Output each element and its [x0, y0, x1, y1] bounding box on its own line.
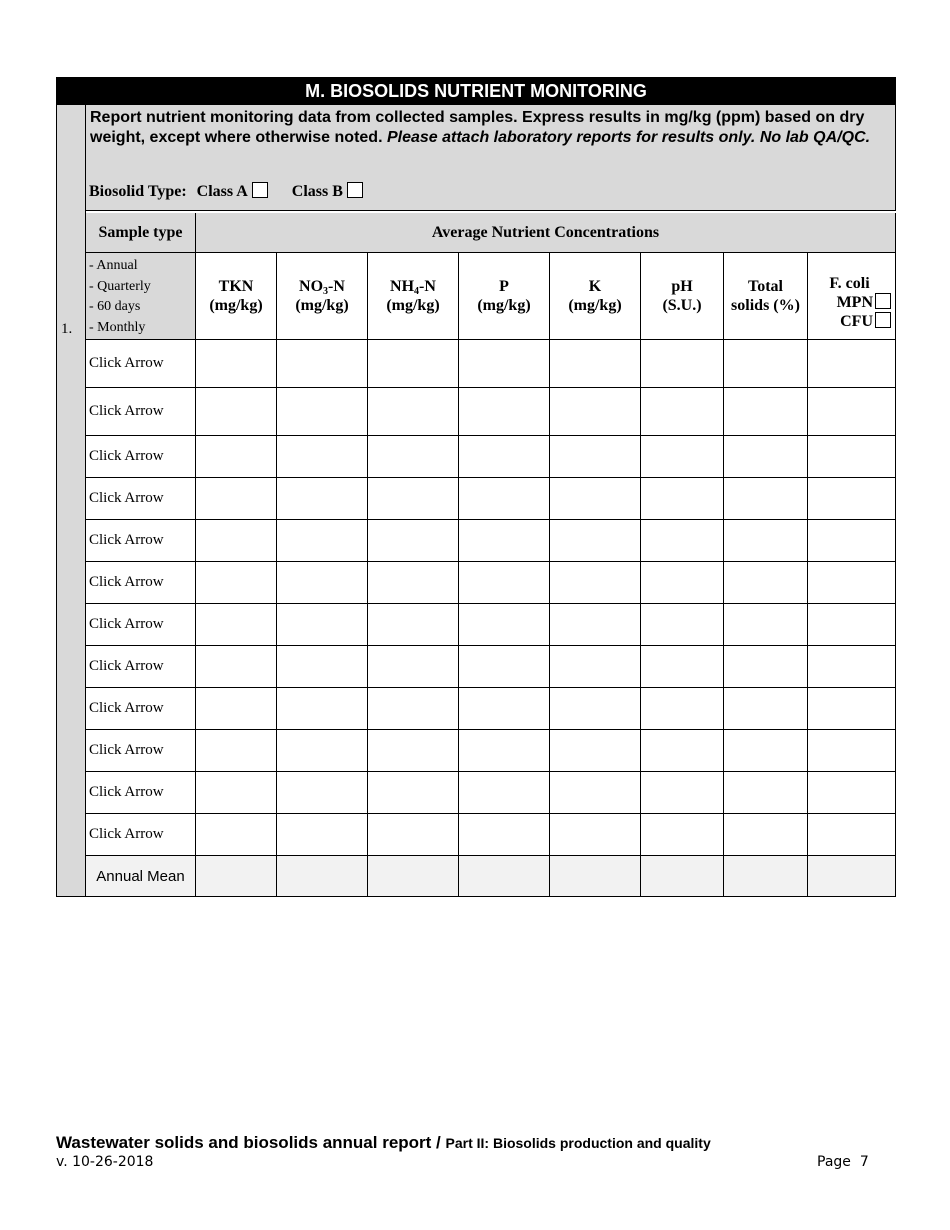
value-input[interactable] — [459, 646, 550, 688]
value-input[interactable] — [368, 772, 459, 814]
value-input[interactable] — [368, 520, 459, 562]
value-input[interactable] — [196, 604, 277, 646]
value-input[interactable] — [724, 604, 808, 646]
value-input[interactable] — [641, 646, 724, 688]
value-input[interactable] — [277, 388, 368, 436]
value-input[interactable] — [808, 388, 896, 436]
value-input[interactable] — [368, 340, 459, 388]
value-input[interactable] — [641, 772, 724, 814]
instructions-text: Report nutrient monitoring data from collected samples. Express results in mg/kg (ppm) based on dry weight, except where otherwise noted. — [90, 109, 865, 146]
sample-type-dropdown[interactable]: Click Arrow — [86, 646, 196, 688]
value-input[interactable] — [808, 814, 896, 856]
table-row — [86, 688, 896, 730]
value-input[interactable] — [459, 478, 550, 520]
value-input[interactable] — [277, 856, 368, 897]
value-input[interactable] — [724, 562, 808, 604]
value-input[interactable] — [277, 562, 368, 604]
col-header-total-solids: Total solids (%) — [724, 253, 808, 340]
table-row — [86, 520, 896, 562]
value-input[interactable] — [641, 562, 724, 604]
value-input[interactable] — [808, 436, 896, 478]
sample-type-dropdown[interactable]: Click Arrow — [86, 520, 196, 562]
value-input[interactable] — [196, 688, 277, 730]
table-row — [86, 478, 896, 520]
value-input[interactable] — [277, 646, 368, 688]
value-input[interactable] — [641, 520, 724, 562]
footer-title: Wastewater solids and biosolids annual report / Part II: Biosolids production and quality — [56, 1133, 711, 1152]
class-a-checkbox[interactable] — [252, 182, 268, 198]
value-input[interactable] — [641, 436, 724, 478]
value-input[interactable] — [550, 730, 641, 772]
frequency-options — [86, 253, 196, 340]
value-input[interactable] — [368, 646, 459, 688]
table-row — [86, 814, 896, 856]
value-input[interactable] — [459, 772, 550, 814]
value-input[interactable] — [196, 520, 277, 562]
value-input[interactable] — [808, 478, 896, 520]
value-input[interactable] — [277, 730, 368, 772]
value-input[interactable] — [196, 562, 277, 604]
table-row — [86, 562, 896, 604]
value-input[interactable] — [641, 340, 724, 388]
value-input[interactable] — [459, 730, 550, 772]
value-input[interactable] — [550, 562, 641, 604]
value-input[interactable] — [277, 604, 368, 646]
biosolid-type-row — [86, 174, 896, 211]
footer-page: Page 7 — [817, 1154, 869, 1170]
value-input[interactable] — [277, 340, 368, 388]
table-row — [86, 340, 896, 388]
value-input[interactable] — [459, 436, 550, 478]
sample-type-dropdown[interactable]: Click Arrow — [86, 604, 196, 646]
value-input[interactable] — [550, 340, 641, 388]
value-input[interactable] — [368, 856, 459, 897]
col-header-p: P (mg/kg) — [459, 253, 550, 340]
value-input[interactable] — [641, 388, 724, 436]
value-input[interactable] — [641, 730, 724, 772]
footer-version: v. 10-26-2018 — [56, 1154, 154, 1170]
class-a-label: Class A — [196, 183, 248, 200]
value-input[interactable] — [196, 340, 277, 388]
value-input[interactable] — [808, 604, 896, 646]
sample-type-dropdown[interactable]: Click Arrow — [86, 772, 196, 814]
frequency-option: - Quarterly — [89, 278, 151, 294]
value-input[interactable] — [724, 520, 808, 562]
value-input[interactable] — [724, 436, 808, 478]
value-input[interactable] — [808, 520, 896, 562]
value-input[interactable] — [368, 604, 459, 646]
value-input[interactable] — [641, 814, 724, 856]
col-header-nh4n: $NH_4-N$ (mg/kg) — [368, 253, 459, 340]
cfu-checkbox[interactable] — [875, 312, 891, 328]
value-input[interactable] — [196, 646, 277, 688]
value-input[interactable] — [724, 730, 808, 772]
annual-mean-label: Annual Mean — [86, 856, 196, 897]
value-input[interactable] — [459, 562, 550, 604]
value-input[interactable] — [196, 814, 277, 856]
mpn-checkbox[interactable] — [875, 293, 891, 309]
frequency-option: - 60 days — [89, 299, 141, 314]
value-input[interactable] — [550, 646, 641, 688]
value-input[interactable] — [459, 604, 550, 646]
value-input[interactable] — [368, 478, 459, 520]
value-input[interactable] — [368, 562, 459, 604]
value-input[interactable] — [724, 856, 808, 897]
value-input[interactable] — [724, 478, 808, 520]
value-input[interactable] — [459, 388, 550, 436]
value-input[interactable] — [550, 436, 641, 478]
value-input[interactable] — [196, 772, 277, 814]
value-input[interactable] — [808, 730, 896, 772]
instructions — [86, 105, 896, 175]
sample-type-dropdown[interactable]: Click Arrow — [86, 340, 196, 388]
value-input[interactable] — [808, 688, 896, 730]
value-input[interactable] — [808, 562, 896, 604]
value-input[interactable] — [459, 814, 550, 856]
col-header-ph: pH (S.U.) — [641, 253, 724, 340]
value-input[interactable] — [550, 814, 641, 856]
value-input[interactable] — [808, 340, 896, 388]
value-input[interactable] — [277, 688, 368, 730]
value-input[interactable] — [724, 340, 808, 388]
class-b-checkbox[interactable] — [347, 182, 363, 198]
value-input[interactable] — [550, 520, 641, 562]
table-row — [86, 646, 896, 688]
value-input[interactable] — [724, 646, 808, 688]
col-header-tkn: TKN (mg/kg) — [196, 253, 277, 340]
value-input[interactable] — [196, 388, 277, 436]
value-input[interactable] — [550, 688, 641, 730]
value-input[interactable] — [368, 814, 459, 856]
value-input[interactable] — [196, 730, 277, 772]
value-input[interactable] — [277, 520, 368, 562]
value-input[interactable] — [459, 520, 550, 562]
value-input[interactable] — [550, 772, 641, 814]
col-header-fcoli: F. coli MPN CFU — [808, 253, 896, 340]
value-input[interactable] — [641, 604, 724, 646]
nutrient-monitoring-form — [56, 77, 896, 897]
value-input[interactable] — [550, 478, 641, 520]
table-row — [86, 604, 896, 646]
value-input[interactable] — [641, 856, 724, 897]
avg-nutrient-header: Average Nutrient Concentrations — [196, 213, 896, 253]
value-input[interactable] — [277, 436, 368, 478]
value-input[interactable] — [277, 772, 368, 814]
value-input[interactable] — [724, 814, 808, 856]
value-input[interactable] — [808, 856, 896, 897]
table-row — [86, 772, 896, 814]
frequency-option: - Monthly — [89, 319, 146, 335]
value-input[interactable] — [550, 856, 641, 897]
value-input[interactable] — [368, 730, 459, 772]
value-input[interactable] — [368, 436, 459, 478]
class-b-label: Class B — [291, 183, 343, 200]
value-input[interactable] — [196, 856, 277, 897]
value-input[interactable] — [277, 814, 368, 856]
annual-mean-row — [86, 856, 896, 897]
value-input[interactable] — [459, 340, 550, 388]
table-row — [86, 436, 896, 478]
sample-type-dropdown[interactable]: Click Arrow — [86, 688, 196, 730]
item-number: 1. — [61, 321, 73, 337]
value-input[interactable] — [550, 604, 641, 646]
sample-type-dropdown[interactable]: Click Arrow — [86, 562, 196, 604]
sample-type-dropdown[interactable]: Click Arrow — [86, 730, 196, 772]
value-input[interactable] — [196, 478, 277, 520]
sample-type-dropdown[interactable]: Click Arrow — [86, 814, 196, 856]
value-input[interactable] — [277, 478, 368, 520]
value-input[interactable] — [724, 688, 808, 730]
sample-type-header: Sample type — [86, 213, 196, 253]
value-input[interactable] — [196, 436, 277, 478]
value-input[interactable] — [459, 688, 550, 730]
table-row — [86, 730, 896, 772]
table-row — [86, 388, 896, 436]
value-input[interactable] — [641, 478, 724, 520]
value-input[interactable] — [459, 856, 550, 897]
sample-type-dropdown[interactable]: Click Arrow — [86, 436, 196, 478]
value-input[interactable] — [368, 688, 459, 730]
frequency-option: - Annual — [89, 258, 138, 273]
value-input[interactable] — [550, 388, 641, 436]
col-header-k: K (mg/kg) — [550, 253, 641, 340]
instructions-italic: Please attach laboratory reports for results only. No lab QA/QC. — [386, 129, 871, 146]
item-number-strip — [56, 105, 86, 897]
value-input[interactable] — [808, 772, 896, 814]
value-input[interactable] — [724, 388, 808, 436]
value-input[interactable] — [808, 646, 896, 688]
section-title: M. BIOSOLIDS NUTRIENT MONITORING — [56, 77, 896, 105]
biosolid-type-label: Biosolid Type: — [89, 183, 187, 200]
sample-type-dropdown[interactable]: Click Arrow — [86, 478, 196, 520]
sample-type-dropdown[interactable]: Click Arrow — [86, 388, 196, 436]
col-header-no3n: $NO_3-N$ (mg/kg) — [277, 253, 368, 340]
value-input[interactable] — [368, 388, 459, 436]
value-input[interactable] — [724, 772, 808, 814]
value-input[interactable] — [641, 688, 724, 730]
